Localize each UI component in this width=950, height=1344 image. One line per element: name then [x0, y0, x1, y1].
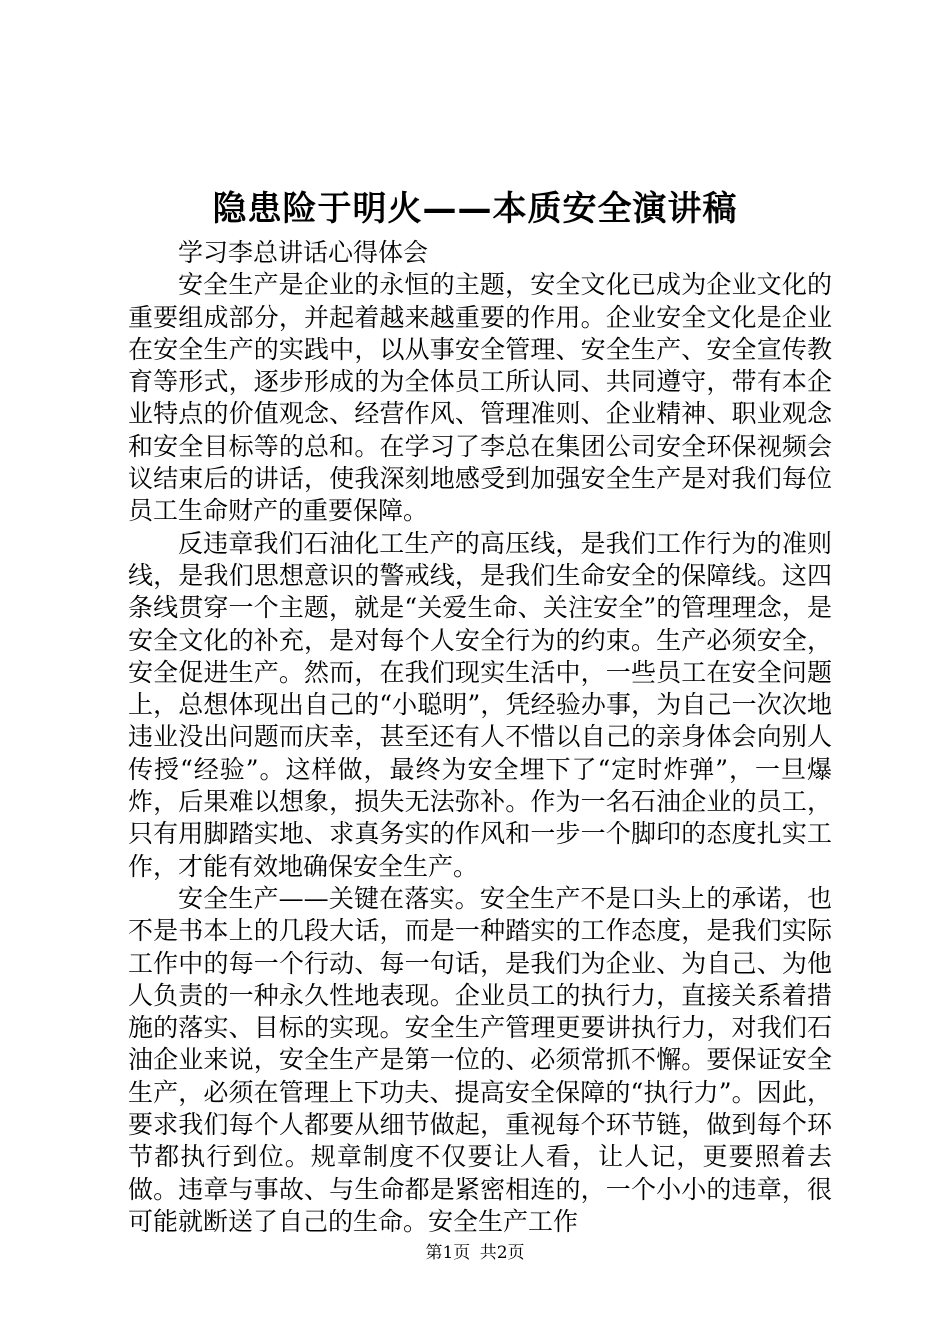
- body-paragraph-1: 安全生产是企业的永恒的主题，安全文化已成为企业文化的重要组成部分，并起着越来越重要的作用。企业安全文化是企业在安全生产的实践中，以从事安全管理、安全生产、安全宣传教育等形式，逐步形成的为全体员工所认同、共同遵守，带有本企业特点的价值观念、经营作风、管理准则、企业精神、职业观念和安全目标等的总和。在学习了李总在集团公司安全环保视频会议结束后的讲话，使我深刻地感受到加强安全生产是对我们每位员工生命财产的重要保障。: [128, 270, 832, 526]
- page-number: 第1页: [425, 1243, 471, 1263]
- body-paragraph-2: 反违章我们石油化工生产的高压线，是我们工作行为的准则线，是我们思想意识的警戒线，是我们生命安全的保障线。这四条线贯穿一个主题，就是“关爱生命、关注安全”的管理理念，是安全文化的补充，是对每个人安全行为的约束。生产必须安全，安全促进生产。然而，在我们现实生活中，一些员工在安全问题上，总想体现出自己的“小聪明”，凭经验办事，为自己一次次地违业没出问题而庆幸，甚至还有人不惜以自己的亲身体会向别人传授“经验”。这样做，最终为安全埋下了“定时炸弹”，一旦爆炸，后果难以想象，损失无法弥补。作为一名石油企业的员工，只有用脚踏实地、求真务实的作风和一步一个脚印的态度扎实工作，才能有效地确保安全生产。: [128, 528, 832, 881]
- document-body: [128, 237, 832, 1238]
- document-title: 隐患险于明火——本质安全演讲稿: [212, 189, 738, 229]
- page-footer: [0, 1242, 950, 1264]
- body-paragraph-3: 安全生产——关键在落实。安全生产不是口头上的承诺，也不是书本上的几段大话，而是一种踏实的工作态度，是我们实际工作中的每一个行动、每一句话，是我们为企业、为自己、为他人负责的一种永久性地表现。企业员工的执行力，直接关系着措施的落实、目标的实现。安全生产管理更要讲执行力，对我们石油企业来说，安全生产是第一位的、必须常抓不懈。要保证安全生产，必须在管理上下功夫、提高安全保障的“执行力”。因此，要求我们每个人都要从细节做起，重视每个环节链，做到每个环节都执行到位。规章制度不仅要让人看，让人记，更要照着去做。违章与事故、与生命都是紧密相连的，一个小小的违章，很可能就断送了自己的生命。安全生产工作: [128, 883, 832, 1236]
- page-total: 共2页: [479, 1243, 525, 1263]
- subtitle-paragraph: 学习李总讲话心得体会: [178, 238, 429, 267]
